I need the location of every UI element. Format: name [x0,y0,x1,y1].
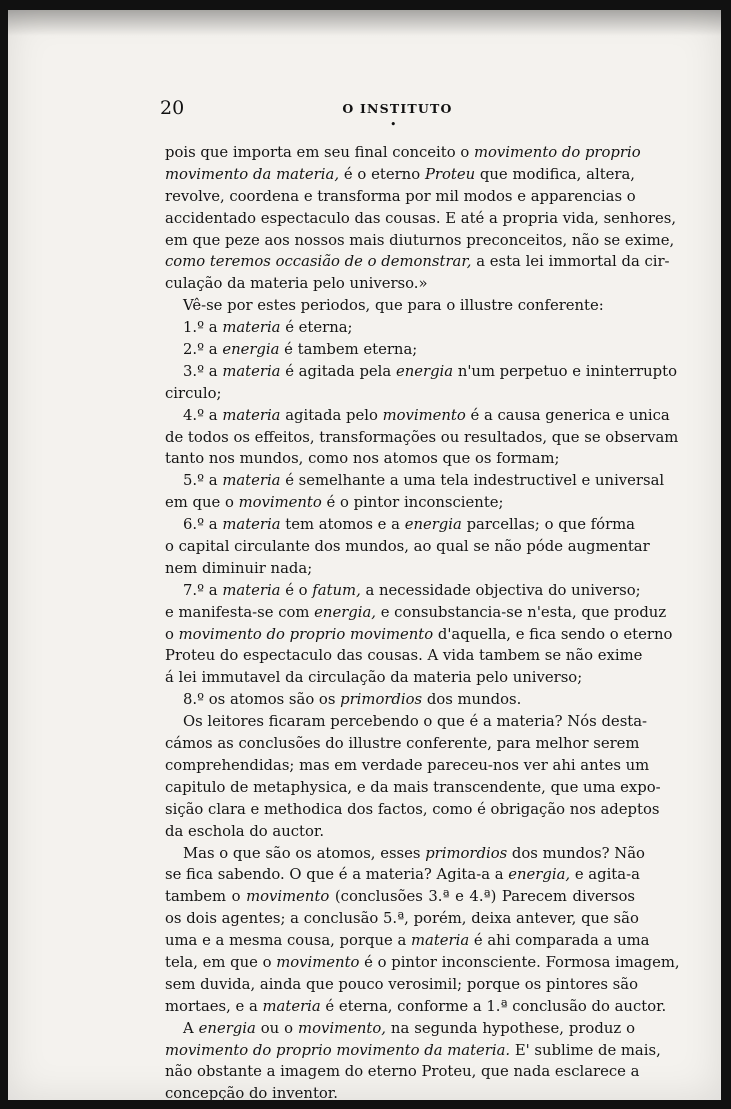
italic-text: energia [404,516,462,534]
text-span: é agitada pela [280,362,396,380]
text-line [165,186,635,208]
text-span: A [183,1019,199,1037]
text-line [165,361,677,383]
text-span: dos mundos? Não [507,844,645,862]
text-line [165,777,661,799]
text-span: é o pintor inconsciente. Formosa imagem, [359,953,680,971]
text-span: é o eterno [339,165,425,183]
text-span: concepção do inventor. [165,1085,338,1103]
text-span: culação da materia pelo universo.» [165,275,428,293]
text-line [165,1040,661,1062]
text-span: 3.º a [183,362,223,380]
text-line [165,427,679,449]
text-line [165,1061,640,1083]
text-line [165,251,670,273]
body-text [165,142,680,1105]
text-span: na segunda hypothese, produz o [385,1019,636,1037]
text-line [165,843,645,865]
italic-text: materia [222,581,281,599]
text-line [165,536,650,558]
text-span: dos mundos. [422,691,522,709]
text-span: sem duvida, ainda que pouco verosimil; porque os pintores são [165,975,639,993]
italic-text: como teremos occasião de o demonstrar, [165,253,472,271]
text-line [165,470,665,492]
text-span: cámos as conclusões do illustre conferente, para melhor serem [165,735,640,753]
text-line [165,602,667,624]
italic-text: fatum, [312,581,361,599]
text-line [165,339,635,361]
italic-text: movimento do proprio [473,144,641,161]
italic-text: Proteu [424,165,476,183]
text-line [165,996,667,1018]
text-span: E' sublime de mais, [510,1041,661,1059]
text-span: circulo; [165,384,222,402]
text-span: tela, em que o [165,953,277,971]
text-span: agitada pelo [280,406,383,424]
text-span: a esta lei immortal da cir- [471,253,670,271]
text-line [165,558,635,580]
text-span: é ahi comparada a uma [469,932,650,950]
text-line [165,317,635,339]
text-line [165,952,680,974]
text-line [165,821,635,843]
italic-text: movimento do proprio movimento da materia. [165,1041,511,1059]
text-span: em que peze aos nossos mais diuturnos preconceitos, não se exime, [165,231,675,249]
italic-text: energia, [508,866,571,884]
header-ornament-dot: • [390,118,397,131]
text-line [165,711,648,733]
text-span: e manifesta-se com [165,603,315,621]
page-header [160,97,635,131]
text-line [165,164,635,186]
text-span: uma e a mesma cousa, porque a [165,932,411,950]
text-span: o capital circulante dos mundos, ao qual se não póde augmentar [165,538,650,556]
italic-text: movimento da materia, [165,165,340,183]
text-span: se fica sabendo. O que é a materia? Agita-a a [165,866,509,884]
text-span: accidentado espectaculo das cousas. E até a propria vida, senhores, [165,209,677,227]
text-line [165,1083,635,1105]
text-span: n'um perpetuo e ininterrupto [453,362,677,380]
italic-text: movimento [382,406,466,424]
text-span: não obstante a imagem do eterno Proteu, que nada esclarece a [165,1063,640,1081]
italic-text: movimento, [298,1019,386,1037]
text-span: de todos os effeitos, transformações ou resultados, que se observam [165,428,679,446]
italic-text: energia [222,341,280,359]
text-line [165,799,660,821]
text-span: 2.º a [183,341,223,359]
text-line [165,492,635,514]
text-span: Mas o que são os atomos, esses [183,844,426,862]
text-span: revolve, coordena e transforma por mil modos e apparencias o [165,187,636,205]
text-line [165,689,635,711]
text-span: e consubstancia-se n'esta, que produz [376,603,667,621]
italic-text: movimento do proprio movimento [178,625,434,643]
italic-text: movimento [246,888,330,906]
text-line [165,864,640,886]
text-span: é a causa generica e unica [465,406,670,424]
text-line [165,230,675,252]
running-title: O INSTITUTO [342,101,453,116]
text-span: parcellas; o que fórma [461,516,635,534]
text-span: é o [280,581,313,599]
text-span: tambem o [165,888,247,906]
page-top-shadow [8,10,721,36]
text-span: é semelhante a uma tela indestructivel e universal [280,472,665,490]
text-span: ou o [255,1019,299,1037]
text-line [165,580,641,602]
text-line [165,1018,635,1040]
text-span: os dois agentes; a conclusão 5.ª, porém, deixa antever, que são [165,910,639,928]
text-span: tem atomos e a [280,516,405,534]
italic-text: materia [222,516,281,534]
text-line [165,886,635,908]
italic-text: movimento [238,494,322,512]
italic-text: materia [222,472,281,490]
italic-text: materia [222,406,281,424]
text-line [165,405,670,427]
text-span: mortaes, e a [165,997,263,1015]
text-span: em que o [165,494,239,512]
text-line [165,142,641,164]
text-span: 4.º a [183,406,223,424]
text-line [165,974,639,996]
italic-text: materia [411,932,470,950]
text-span: 8.º os atomos são os [183,691,341,709]
text-span: nem diminuir nada; [165,559,313,577]
text-span: (conclusões 3.ª e 4.ª) Parecem diversos [329,888,635,906]
text-span: é eterna; [280,319,353,337]
italic-text: materia [222,362,281,380]
text-span: sição clara e methodica dos factos, como é obrigação nos adeptos [165,800,660,818]
text-line [165,624,673,646]
text-span: 6.º a [183,516,223,534]
text-line [165,273,635,295]
text-line [165,514,635,536]
italic-text: movimento [276,953,360,971]
italic-text: primordios [425,844,508,862]
italic-text: energia [198,1019,256,1037]
text-line [165,645,643,667]
italic-text: energia, [314,603,377,621]
text-span: é tambem eterna; [279,341,418,359]
text-span: é o pintor inconsciente; [321,494,504,512]
italic-text: materia [262,997,321,1015]
text-line [165,667,635,689]
italic-text: materia [222,319,281,337]
text-span: e agita-a [570,866,640,884]
text-line [165,755,650,777]
text-span: capitulo de metaphysica, e da mais transcendente, que uma expo- [165,778,661,796]
text-span: d'aquella, e fica sendo o eterno [433,625,673,643]
text-span: 7.º a [183,581,223,599]
text-line [165,908,639,930]
text-line [165,208,677,230]
text-span: tanto nos mundos, como nos atomos que os formam; [165,450,560,468]
text-span: 5.º a [183,472,223,490]
text-span: é eterna, conforme a 1.ª conclusão do auctor. [320,997,667,1015]
text-span: Vê-se por estes periodos, que para o illustre conferente: [183,297,604,315]
text-line [165,733,640,755]
italic-text: energia [395,362,454,380]
text-span: comprehendidas; mas em verdade pareceu-nos ver ahi antes um [165,756,650,774]
text-span: á lei immutavel da circulação da materia pelo universo; [165,669,583,687]
text-span: da eschola do auctor. [165,822,325,840]
text-line [165,930,650,952]
text-span: a necessidade objectiva do universo; [360,581,641,599]
page-number: 20 [160,97,185,119]
text-span: que modifica, altera, [475,165,635,183]
text-span: o [165,625,179,643]
text-line [165,383,635,405]
text-line [165,295,635,317]
text-span: Proteu do espectaculo das cousas. A vida tambem se não exime [165,647,643,665]
text-span: pois que importa em seu final conceito o [165,144,474,161]
text-span: 1.º a [183,319,223,337]
text-line [165,448,635,470]
text-span: Os leitores ficaram percebendo o que é a materia? Nós desta- [183,713,648,731]
italic-text: primordios [340,691,423,709]
